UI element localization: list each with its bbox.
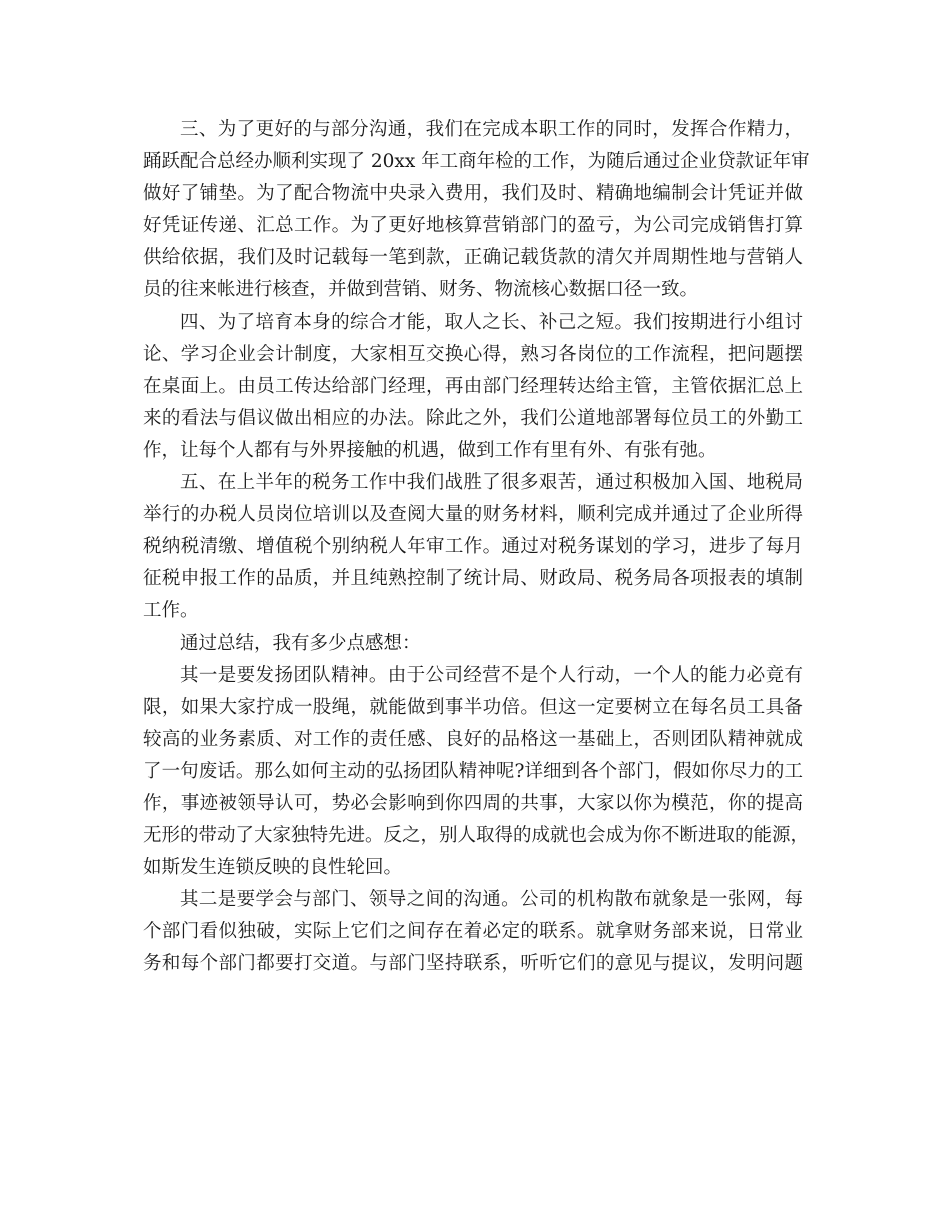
text-line: 限，如果大家拧成一股绳，就能做到事半功倍。但这一定要树立在每名员工具备 xyxy=(143,696,803,718)
text-line: 征税申报工作的品质，并且纯熟控制了统计局、财政局、税务局各项报表的填制 xyxy=(143,568,803,590)
text-line: 论、学习企业会计制度，大家相互交换心得，熟习各岗位的工作流程，把问题摆 xyxy=(143,343,803,365)
paragraph-3 xyxy=(143,114,810,307)
text-line: 员的往来帐进行核查，并做到营销、财务、物流核心数据口径一致。 xyxy=(143,279,699,301)
text-line: 如斯发生连锁反映的良性轮回。 xyxy=(143,857,403,879)
text-line: 踊跃配合总经办顺利实现了 20xx 年工商年检的工作，为随后通过企业贷款证年审 xyxy=(143,151,810,173)
text-line: 通过总结，我有多少点感想： xyxy=(180,632,421,654)
paragraph-6 xyxy=(143,628,803,660)
text-line: 举行的办税人员岗位培训以及查阅大量的财务材料，顺利完成并通过了企业所得 xyxy=(143,504,803,526)
text-line: 做好了铺垫。为了配合物流中央录入费用，我们及时、精确地编制会计凭证并做 xyxy=(143,183,803,205)
text-line: 好凭证传递、汇总工作。为了更好地核算营销部门的盈亏，为公司完成销售打算 xyxy=(143,215,803,237)
text-line: 了一句废话。那么如何主动的弘扬团队精神呢?详细到各个部门，假如你尽力的工 xyxy=(143,760,803,782)
text-line: 四、为了培育本身的综合才能，取人之长、补己之短。我们按期进行小组讨 xyxy=(180,311,803,333)
text-line: 其二是要学会与部门、领导之间的沟通。公司的机构散布就象是一张网，每 xyxy=(180,889,803,911)
text-line: 务和每个部门都要打交道。与部门坚持联系，听听它们的意见与提议，发明问题 xyxy=(143,953,803,975)
text-line: 在桌面上。由员工传达给部门经理，再由部门经理转达给主管，主管依据汇总上 xyxy=(143,375,803,397)
text-line: 供给依据，我们及时记载每一笔到款，正确记载货款的清欠并周期性地与营销人 xyxy=(143,247,803,269)
paragraph-5 xyxy=(143,467,803,627)
paragraph-8 xyxy=(143,884,803,980)
document-body xyxy=(143,114,810,981)
text-line: 较高的业务素质、对工作的责任感、良好的品格这一基础上，否则团队精神就成 xyxy=(143,728,803,750)
paragraph-4 xyxy=(143,307,803,467)
text-line: 工作。 xyxy=(143,600,199,622)
text-line: 税纳税清缴、增值税个别纳税人年审工作。通过对税务谋划的学习，进步了每月 xyxy=(143,536,803,558)
text-line: 作，事迹被领导认可，势必会影响到你四周的共事，大家以你为模范，你的提高 xyxy=(143,792,803,814)
text-line: 三、为了更好的与部分沟通，我们在完成本职工作的同时，发挥合作精力， xyxy=(180,119,803,140)
text-line: 个部门看似独破，实际上它们之间存在着必定的联系。就拿财务部来说，日常业 xyxy=(143,921,803,943)
text-line: 作，让每个人都有与外界接触的机遇，做到工作有里有外、有张有弛。 xyxy=(143,439,717,461)
text-line: 无形的带动了大家独特先进。反之，别人取得的成就也会成为你不断进取的能源， xyxy=(143,825,810,847)
text-line: 来的看法与倡议做出相应的办法。除此之外，我们公道地部署每位员工的外勤工 xyxy=(143,407,803,429)
paragraph-7 xyxy=(143,660,810,885)
text-line: 其一是要发扬团队精神。由于公司经营不是个人行动，一个人的能力必竟有 xyxy=(180,664,803,686)
text-line: 五、在上半年的税务工作中我们战胜了很多艰苦，通过积极加入国、地税局 xyxy=(180,472,803,494)
